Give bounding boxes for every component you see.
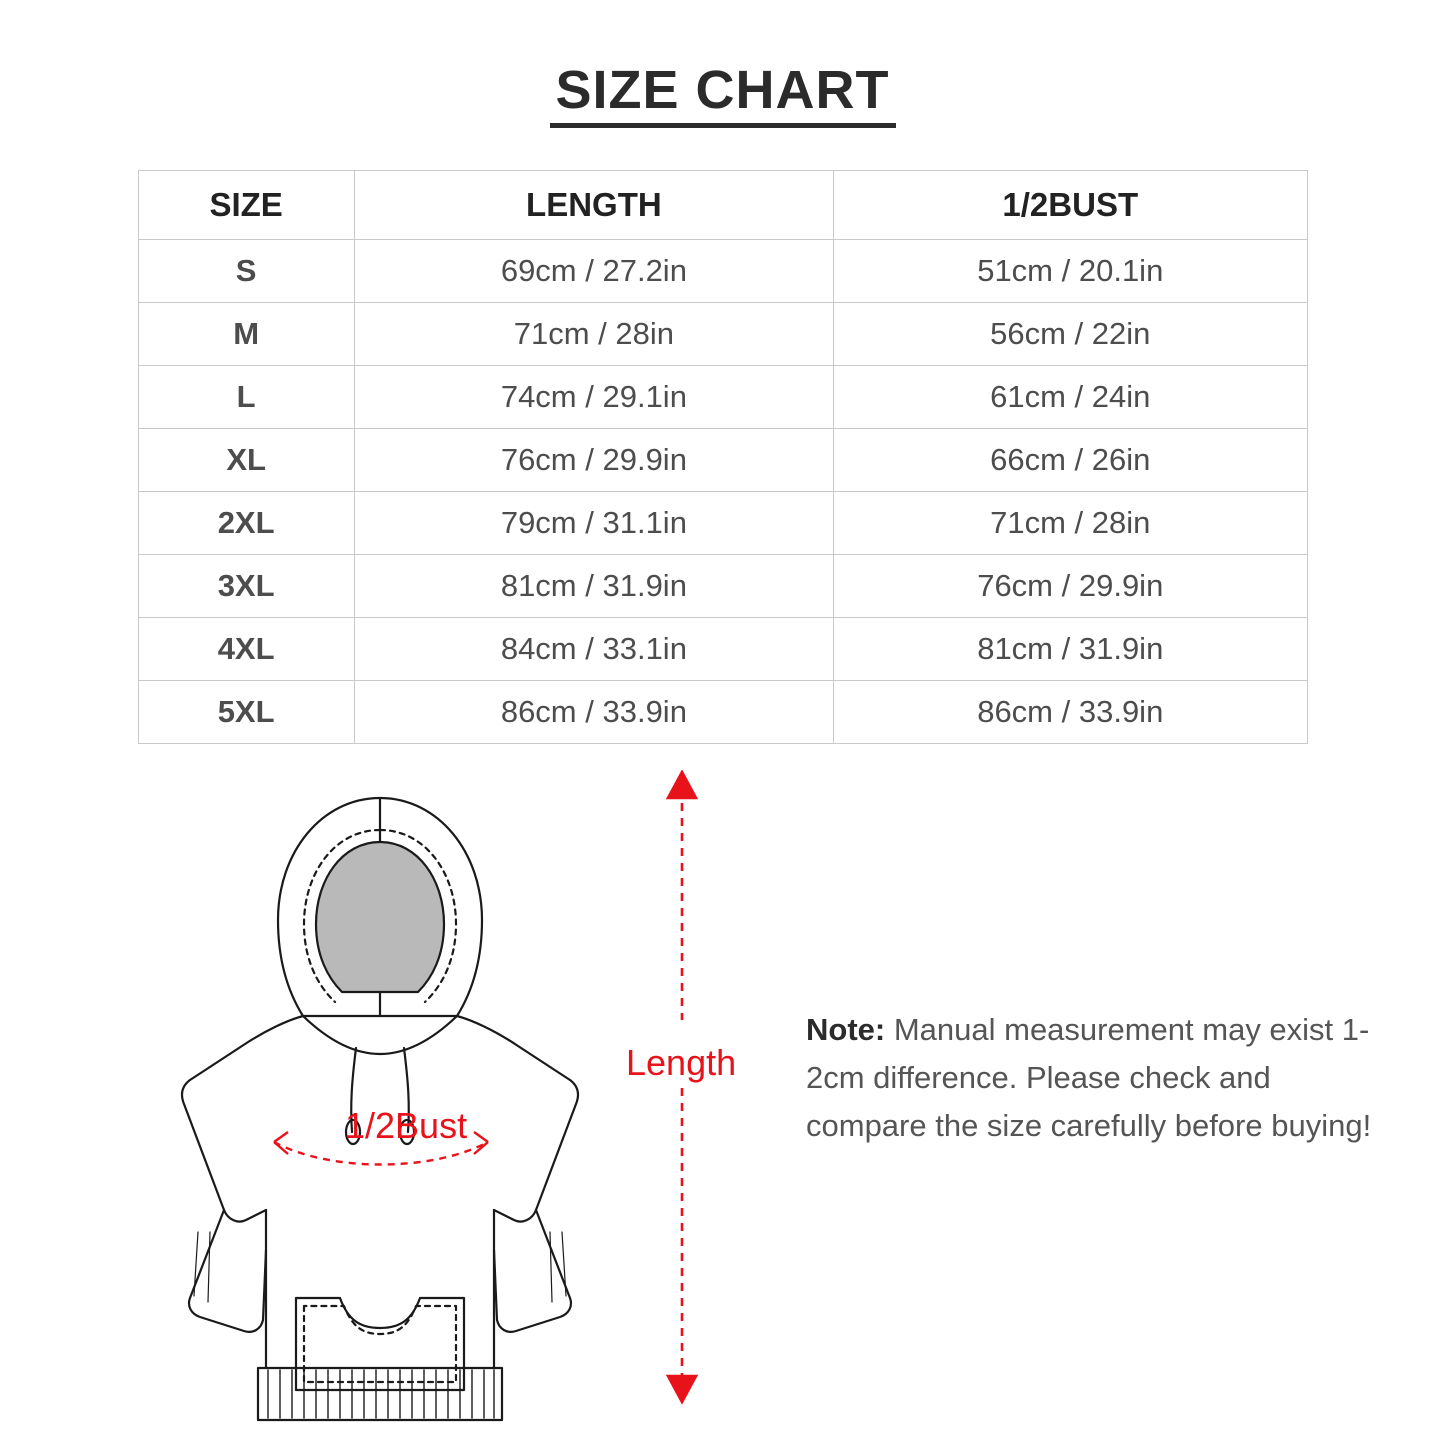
- cell-size: XL: [138, 428, 354, 491]
- table-row: [138, 428, 1307, 491]
- page-title: SIZE CHART: [550, 62, 896, 128]
- size-table: [138, 170, 1308, 744]
- table-row: [138, 554, 1307, 617]
- cell-bust: 71cm / 28in: [834, 491, 1307, 554]
- cell-length: 86cm / 33.9in: [354, 680, 833, 743]
- cell-bust: 76cm / 29.9in: [834, 554, 1307, 617]
- note-body: Manual measurement may exist 1-2cm difference. Please check and compare the size carefully before buying!: [806, 1011, 1372, 1143]
- table-row: [138, 365, 1307, 428]
- diagram-section: [0, 770, 1445, 1430]
- cell-bust: 56cm / 22in: [834, 302, 1307, 365]
- table-row: [138, 302, 1307, 365]
- cell-size: L: [138, 365, 354, 428]
- table-row: [138, 491, 1307, 554]
- cell-length: 74cm / 29.1in: [354, 365, 833, 428]
- note-prefix: Note:: [806, 1011, 886, 1047]
- cell-bust: 66cm / 26in: [834, 428, 1307, 491]
- cell-size: 5XL: [138, 680, 354, 743]
- column-header-length: LENGTH: [354, 170, 833, 239]
- page-title-wrapper: [0, 0, 1445, 128]
- hoodie-illustration: [170, 780, 590, 1435]
- size-table-wrapper: [138, 170, 1308, 744]
- note-text: [806, 1006, 1376, 1150]
- cell-size: 2XL: [138, 491, 354, 554]
- cell-size: 3XL: [138, 554, 354, 617]
- table-row: [138, 680, 1307, 743]
- cell-length: 71cm / 28in: [354, 302, 833, 365]
- length-measure-label: Length: [626, 1041, 737, 1083]
- cell-length: 76cm / 29.9in: [354, 428, 833, 491]
- cell-size: S: [138, 239, 354, 302]
- cell-length: 81cm / 31.9in: [354, 554, 833, 617]
- column-header-size: SIZE: [138, 170, 354, 239]
- column-header-bust: 1/2BUST: [834, 170, 1307, 239]
- cell-length: 79cm / 31.1in: [354, 491, 833, 554]
- cell-size: 4XL: [138, 617, 354, 680]
- bust-measure-label: 1/2Bust: [345, 1104, 468, 1146]
- table-row: [138, 239, 1307, 302]
- cell-bust: 51cm / 20.1in: [834, 239, 1307, 302]
- cell-length: 84cm / 33.1in: [354, 617, 833, 680]
- cell-size: M: [138, 302, 354, 365]
- cell-length: 69cm / 27.2in: [354, 239, 833, 302]
- cell-bust: 61cm / 24in: [834, 365, 1307, 428]
- cell-bust: 81cm / 31.9in: [834, 617, 1307, 680]
- cell-bust: 86cm / 33.9in: [834, 680, 1307, 743]
- table-header-row: [138, 170, 1307, 239]
- table-row: [138, 617, 1307, 680]
